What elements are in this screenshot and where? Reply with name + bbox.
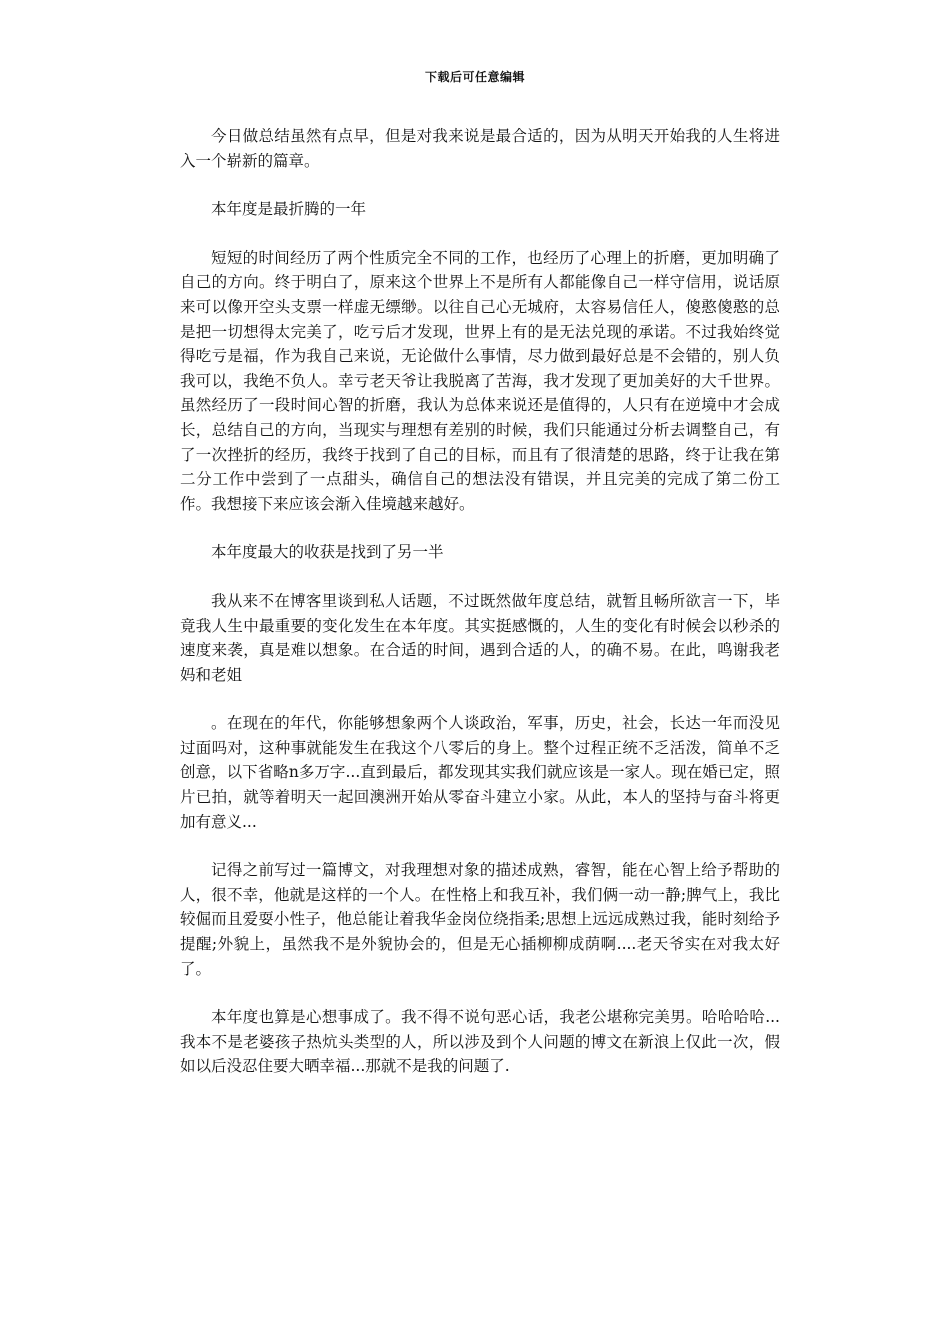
document-body <box>180 124 780 1103</box>
paragraph-intro: 今日做总结虽然有点早，但是对我来说是最合适的，因为从明天开始我的人生将进入一个崭新的篇章。 <box>180 127 780 170</box>
section-heading-other-half: 本年度最大的收获是找到了另一半 <box>211 543 444 562</box>
paragraph-private-topic: 我从来不在博客里谈到私人话题，不过既然做年度总结，就暂且畅所欲言一下，毕竟我人生中最重要的变化发生在本年度。其实挺感慨的，人生的变化有时候会以秒杀的速度来袭，真是难以想象。在合适的时间，遇到合适的人，的确不易。在此，鸣谢我老妈和老姐 <box>180 591 780 684</box>
page-header: 下载后可任意编辑 <box>424 70 525 84</box>
paragraph-work-experience: 短短的时间经历了两个性质完全不同的工作，也经历了心理上的折磨，更加明确了自己的方向。终于明白了，原来这个世界上不是所有人都能像自己一样守信用，说话原来可以像开空头支票一样虚无缥缈。以往自己心无城府，太容易信任人，傻憨傻憨的总是把一切想得太完美了，吃亏后才发现，世界上有的是无法兑现的承诺。不过我始终觉得吃亏是福，作为我自己来说，无论做什么事情，尽力做到最好总是不会错的，别人负我可以，我绝不负人。幸亏老天爷让我脱离了苦海，我才发现了更加美好的大千世界。虽然经历了一段时间心智的折磨，我认为总体来说还是值得的，人只有在逆境中才会成长，总结自己的方向，当现实与理想有差别的时候，我们只能通过分析去调整自己，有了一次挫折的经历，我终于找到了自己的目标，而且有了很清楚的思路，终于让我在第二分工作中尝到了一点甜头，确信自己的想法没有错误，并且完美的完成了第二份工作。我想接下来应该会渐入佳境越来越好。 <box>180 248 780 513</box>
paragraph-modern-era: 。在现在的年代，你能够想象两个人谈政治，军事，历史，社会，长达一年而没见过面吗对，这种事就能发生在我这个八零后的身上。整个过程正统不乏活泼，简单不乏创意，以下省略n多万字...直到最后，都发现其实我们就应该是一家人。现在婚已定，照片已拍，就等着明天一起回澳洲开始从零奋斗建立小家。从此，本人的坚持与奋斗将更加有意义... <box>180 714 780 831</box>
section-heading-busy-year: 本年度是最折腾的一年 <box>211 200 367 219</box>
paragraph-ideal-partner: 记得之前写过一篇博文，对我理想对象的描述成熟，睿智，能在心智上给予帮助的人，很不幸，他就是这样的一个人。在性格上和我互补，我们俩一动一静;脾气上，我比较倔而且爱耍小性子，他总能让着我华金岗位绕指柔;思想上远远成熟过我，能时刻给予提醒;外貌上，虽然我不是外貌协会的，但是无心插柳柳成荫啊....老天爷实在对我太好了。 <box>180 861 780 978</box>
paragraph-wishes-fulfilled: 本年度也算是心想事成了。我不得不说句恶心话，我老公堪称完美男。哈哈哈哈...我本不是老婆孩子热炕头类型的人，所以涉及到个人问题的博文在新浪上仅此一次，假如以后没忍住要大晒幸福...那就不是我的问题了. <box>180 1008 780 1076</box>
